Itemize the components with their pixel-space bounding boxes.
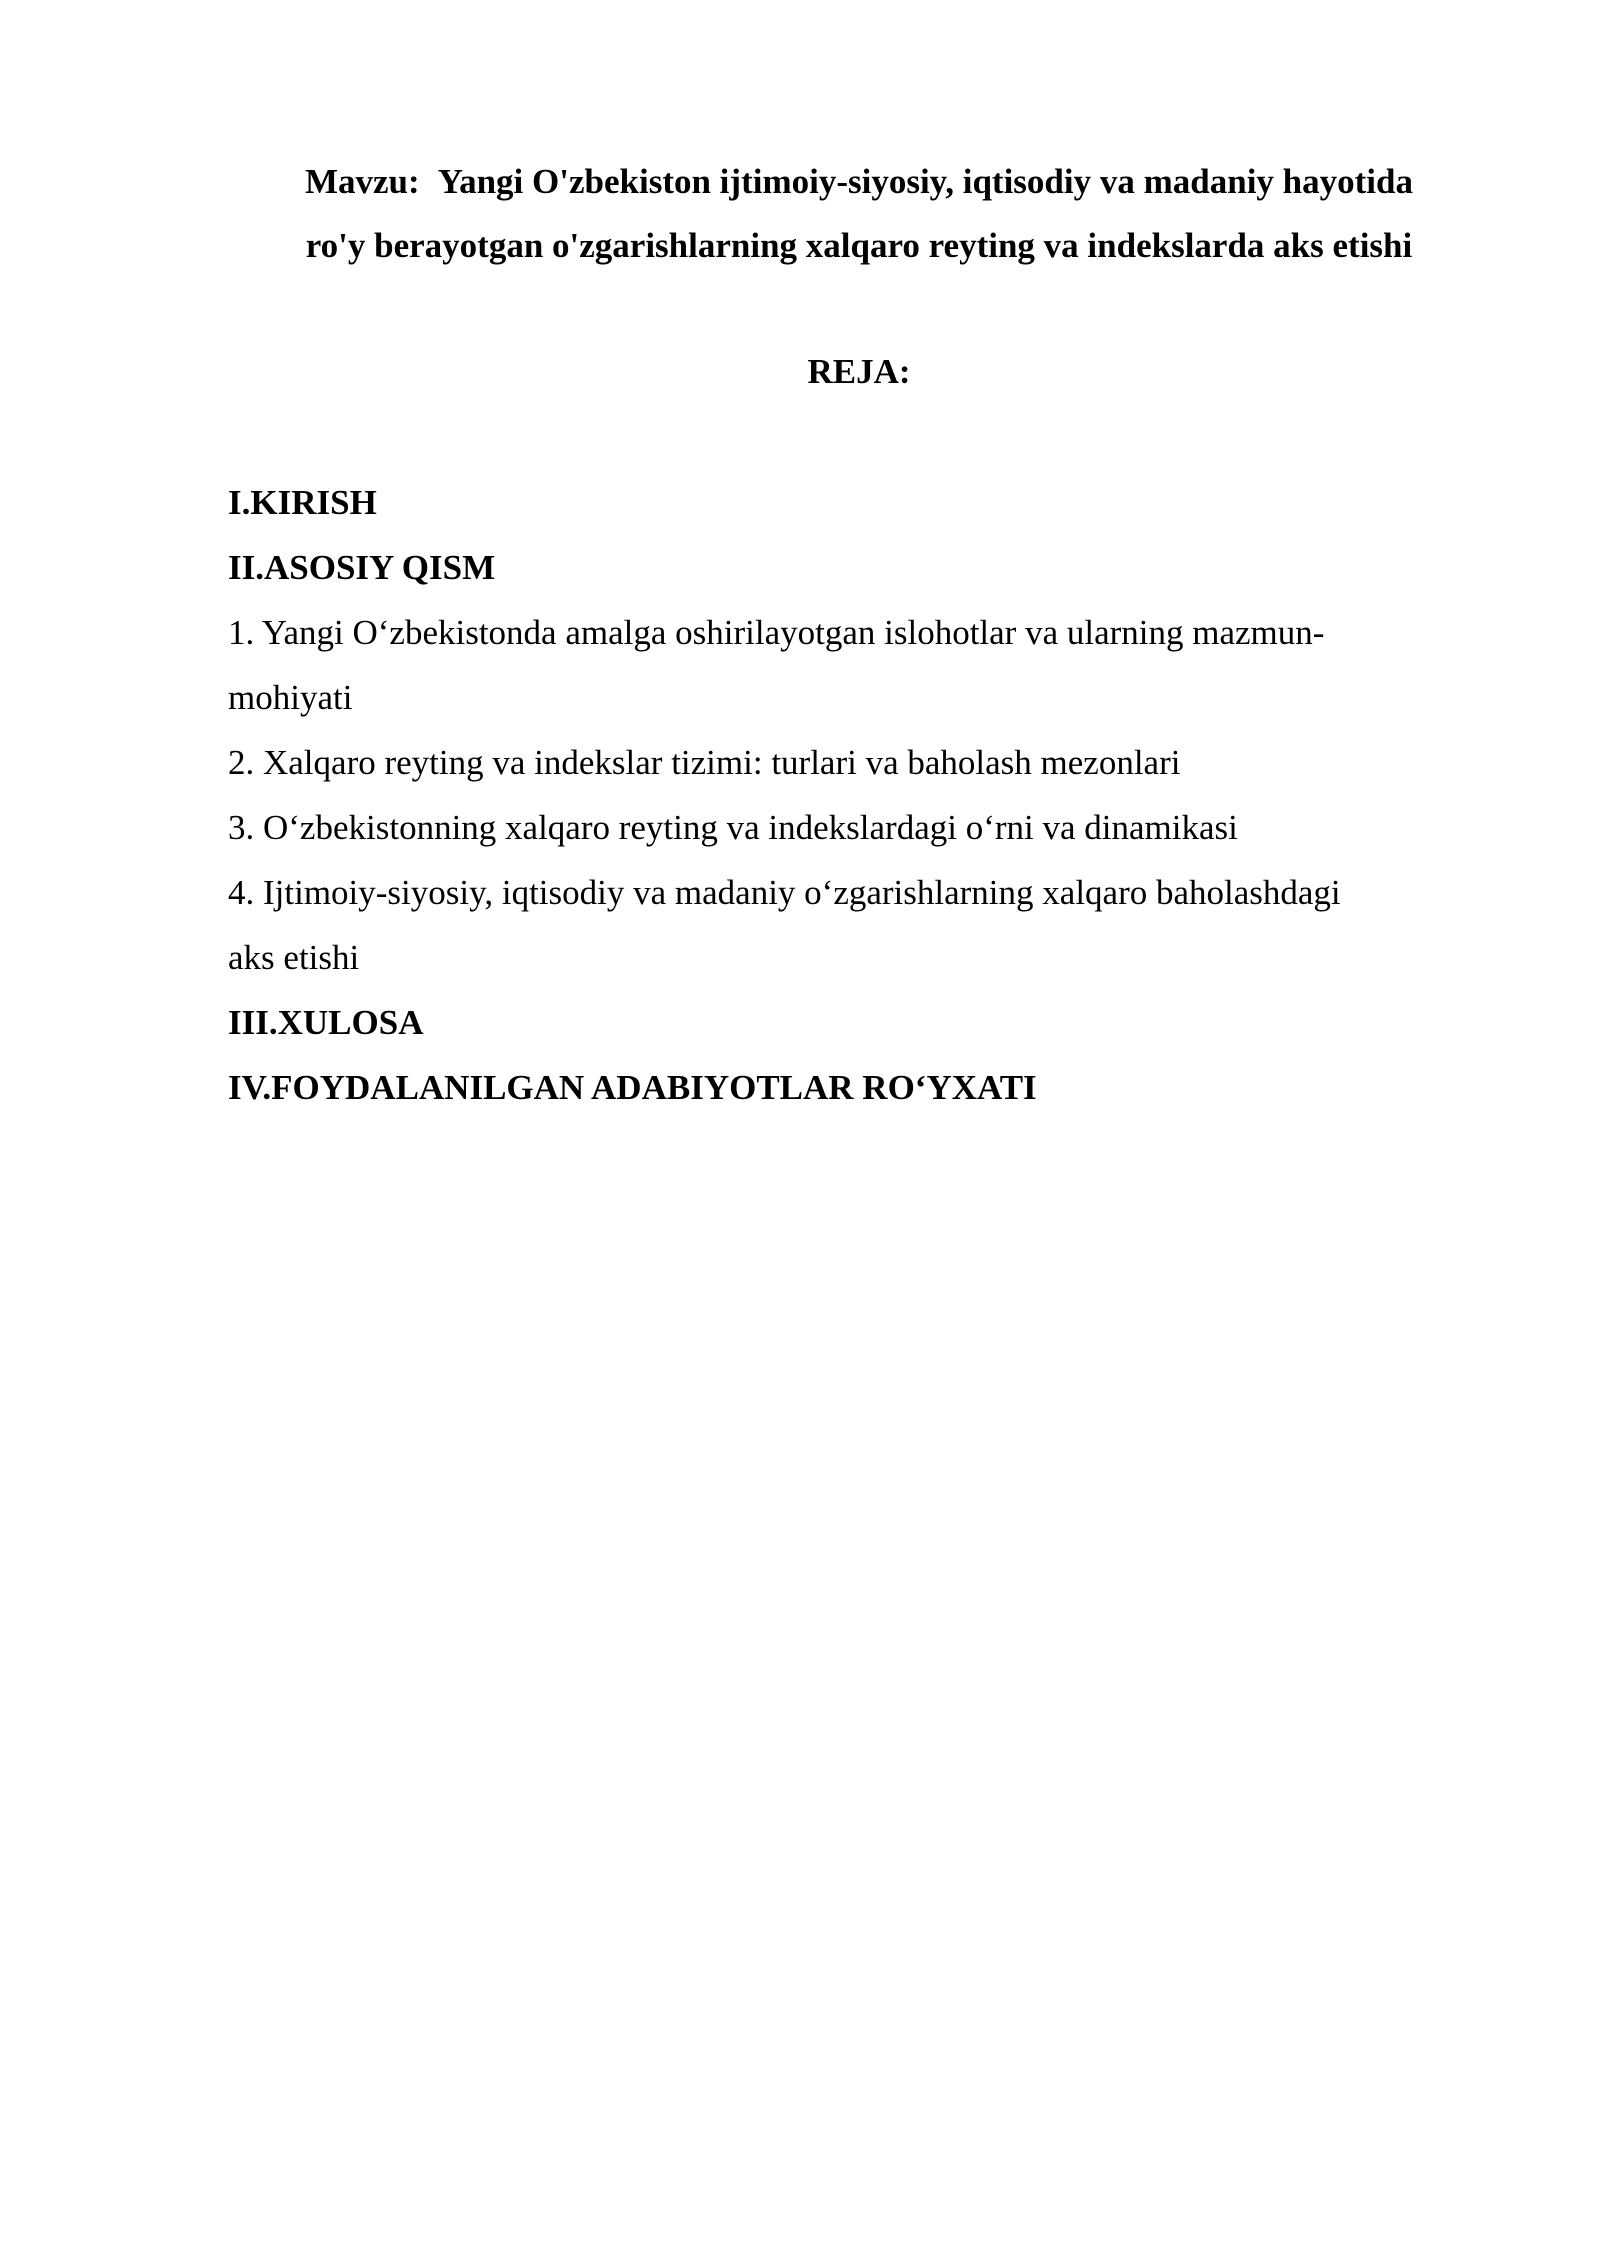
- plan-heading: REJA:: [807, 352, 911, 391]
- topic-text-line-2: ro'y berayotgan o'zgarishlarning xalqaro reyting va indekslarda aks etishi: [305, 226, 1413, 265]
- topic-label: Mavzu:: [304, 162, 420, 201]
- plan-item-4-continued: aks etishi: [228, 938, 360, 977]
- plan-item-4: 4. Ijtimoiy-siyosiy, iqtisodiy va madaniy o‘zgarishlarning xalqaro baholashdagi: [228, 873, 1341, 912]
- plan-item-main-part: II.ASOSIY QISM: [228, 548, 496, 587]
- plan-item-1: 1. Yangi O‘zbekistonda amalga oshirilayotgan islohotlar va ularning mazmun-: [228, 613, 1325, 652]
- plan-list: [228, 470, 1468, 1120]
- plan-item-1-continued: mohiyati: [228, 678, 353, 717]
- document-title: [228, 150, 1490, 278]
- plan-item-conclusion: III.XULOSA: [228, 1003, 424, 1042]
- topic-text-line-1: Yangi O'zbekiston ijtimoiy-siyosiy, iqtisodiy va madaniy hayotida: [437, 162, 1413, 201]
- plan-item-references: IV.FOYDALANILGAN ADABIYOTLAR RO‘YXATI: [228, 1068, 1037, 1107]
- plan-item-introduction: I.KIRISH: [228, 483, 377, 522]
- title-line-1: [228, 150, 1490, 214]
- plan-item-3: 3. O‘zbekistonning xalqaro reyting va indekslardagi o‘rni va dinamikasi: [228, 808, 1238, 847]
- plan-item-2: 2. Xalqaro reyting va indekslar tizimi: turlari va baholash mezonlari: [228, 743, 1181, 782]
